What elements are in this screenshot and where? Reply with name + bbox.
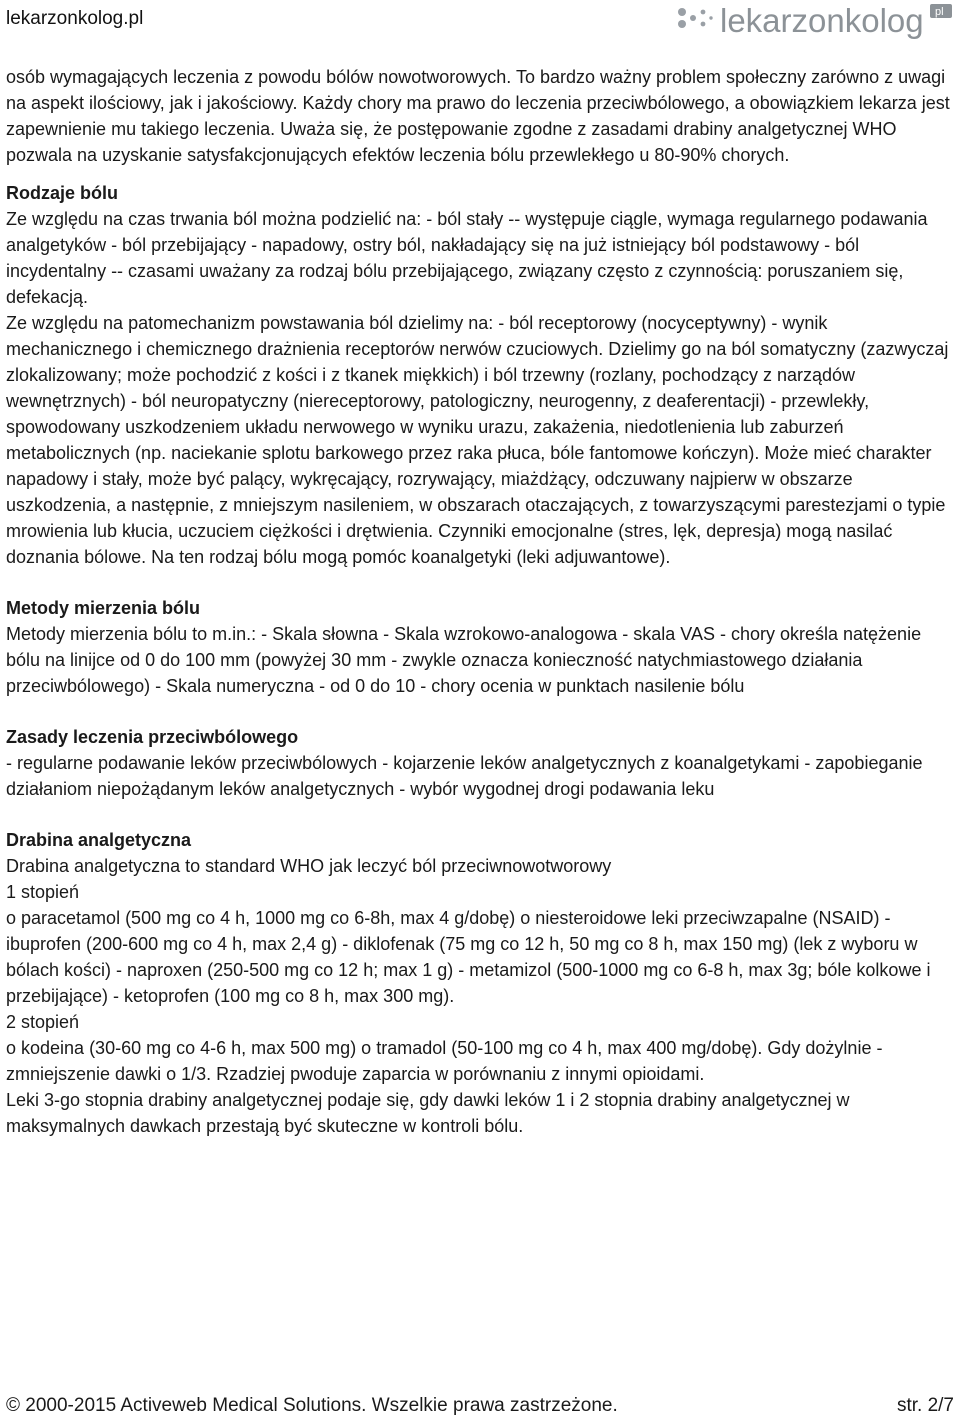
section-heading-metody: Metody mierzenia bólu (6, 598, 201, 618)
paragraph: - regularne podawanie leków przeciwbólowych - kojarzenie leków analgetycznych z koanalgetykami - zapobieganie działaniom niepożądanym leków analgetycznych - wybór wygodnej drogi podawania leku (6, 753, 923, 799)
logo-suffix: pl (935, 6, 944, 18)
paragraph: o kodeina (30-60 mg co 4-6 h, max 500 mg) o tramadol (50-100 mg co 4 h, max 400 mg/dobę). Gdy dożylnie - zmniejszenie dawki o 1/3. Rzadziej pwoduje zaparcia w porównaniu z innymi opioidami. (6, 1038, 883, 1084)
copyright-text: © 2000-2015 Activeweb Medical Solutions. Wszelkie prawa zastrzeżone. (6, 1395, 618, 1416)
site-logo (676, 0, 958, 44)
section-heading-rodzaje: Rodzaje bólu (6, 183, 118, 203)
step-label: 1 stopień (6, 882, 80, 902)
paragraph: o paracetamol (500 mg co 4 h, 1000 mg co 6-8h, max 4 g/dobę) o niesteroidowe leki przeciwzapalne (NSAID) - ibuprofen (200-600 mg co 4 h, max 2,4 g) - diklofenak (75 mg co 12 h, 50 mg co 8 h, max 150 mg) (lek z wyboru w bólach kości) - naproxen (250-500 mg co 12 h; max 1 g) - metamizol (500-1000 mg co 6-8 h, max 3g; bóle kolkowe i przebijające) - ketoprofen (100 mg co 8 h, max 300 mg). (6, 908, 931, 1006)
intro-paragraph: osób wymagających leczenia z powodu bólów nowotworowych. To bardzo ważny problem społeczny zarówno z uwagi na aspekt ilościowy, jak i jakościowy. Każdy chory ma prawo do leczenia przeciwbólowego, a obowiązkiem lekarza jest zapewnienie mu takiego leczenia. Uważa się, że postępowanie zgodne z zasadami drabiny analgetycznej WHO pozwala na uzyskanie satysfakcjonujących efektów leczenia bólu przewlekłego u 80-90% chorych. (6, 67, 950, 165)
paragraph: Ze względu na patomechanizm powstawania ból dzielimy na: - ból receptorowy (nocyceptywny) - wynik mechanicznego i chemicznego drażnienia receptorów nerwów czuciowych. Dzielimy go na ból somatyczny (zazwyczaj zlokalizowany; może pochodzić z kości i z tkanek miękkich) i ból trzewny (rozlany, pochodzący z narządów wewnętrznych) - ból neuropatyczny (niereceptorowy, patologiczny, neurogenny, z deaferentacji) - przewlekły, spowodowany uszkodzeniem układu nerwowego w wyniku urazu, zakażenia, niedotlenienia lub zaburzeń metabolicznych (np. naciekanie splotu barkowego przez raka płuca, bóle fantomowe kończyn). Może mieć charakter napadowy i stały, może być palący, wykręcający, rozrywający, miażdżący, odczuwany najpierw w obszarze uszkodzenia, a następnie, z mniejszym nasileniem, w obszarach otaczających, z towarzyszącymi parestezjami o typie mrowienia lub kłucia, uczuciem ciężkości i drętwienia. Czynniki emocjonalne (stres, lęk, depresja) mogą nasilać doznania bólowe. Na ten rodzaj bólu mogą pomóc koanalgetyki (leki adjuwantowe). (6, 313, 949, 567)
paragraph: Leki 3-go stopnia drabiny analgetycznej podaje się, gdy dawki leków 1 i 2 stopnia drabiny analgetycznej w maksymalnych dawkach przestają być skuteczne w kontroli bólu. (6, 1090, 850, 1136)
article-content (6, 64, 954, 1139)
section-heading-drabina: Drabina analgetyczna (6, 830, 192, 850)
paragraph: Ze względu na czas trwania ból można podzielić na: - ból stały -- występuje ciągle, wymaga regularnego podawania analgetyków - ból przebijający - napadowy, ostry ból, nakładający się na już istniejący ból podstawowy - ból incydentalny -- czasami uważany za rodzaj bólu przebijającego, związany często z czynnością: poruszaniem się, defekacją. (6, 209, 928, 307)
paragraph: Drabina analgetyczna to standard WHO jak leczyć ból przeciwnowotworowy (6, 856, 612, 876)
page-header (0, 0, 960, 46)
step-label: 2 stopień (6, 1012, 80, 1032)
site-name: lekarzonkolog.pl (6, 8, 144, 29)
paragraph: Metody mierzenia bólu to m.in.: - Skala słowna - Skala wzrokowo-analogowa - skala VAS - chory określa natężenie bólu na linijce od 0 do 100 mm (powyżej 30 mm - zwykle oznacza konieczność natychmiastowego działania przeciwbólowego) - Skala numeryczna - od 0 do 10 - chory ocenia w punktach nasilenie bólu (6, 624, 922, 696)
logo-text: lekarzonkolog (720, 2, 924, 39)
page-number: str. 2/7 (896, 1395, 954, 1416)
logo-dots-icon (678, 8, 713, 28)
section-heading-zasady: Zasady leczenia przeciwbólowego (6, 727, 299, 747)
